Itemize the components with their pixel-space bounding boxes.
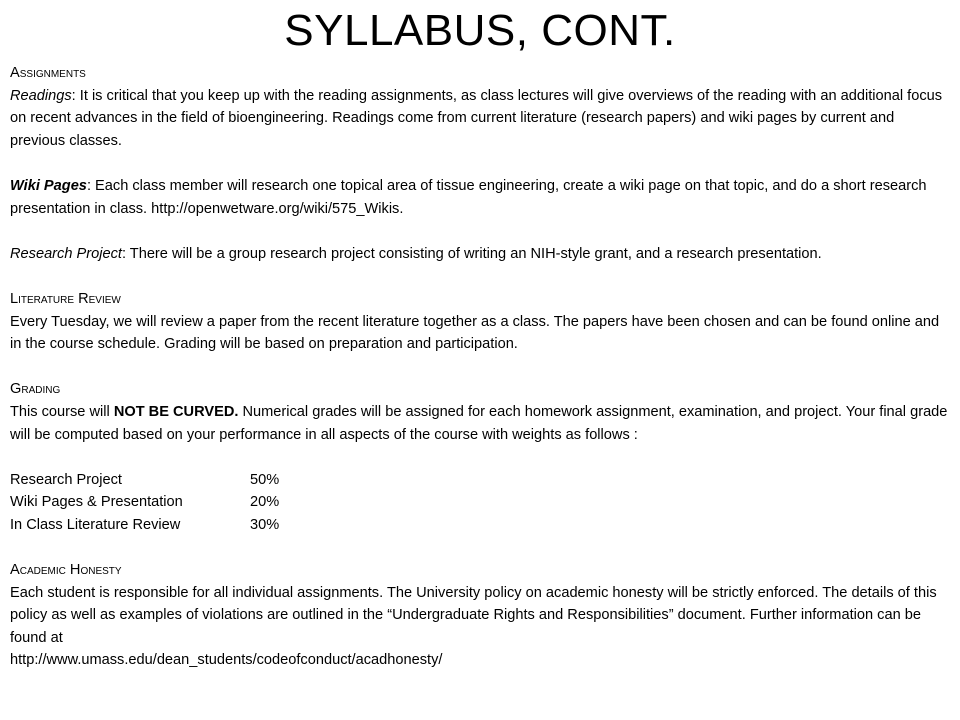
grading-emphasis: NOT BE CURVED.: [113, 403, 239, 420]
weight-name: Wiki Pages & Presentation: [10, 494, 183, 511]
grading-text-after: Numerical grades will be assigned for each homework assignment, examination, and project. Your final grade will be computed based on your performance in all aspects of the course with weights as follows :: [10, 403, 948, 443]
spacer: [10, 265, 950, 288]
literature-review-text: Every Tuesday, we will review a paper from the recent literature together as a class. The papers have been chosen and can be found online and in the course schedule. Grading will be based on preparation and participation.: [10, 313, 940, 353]
weight-percent: 20%: [250, 494, 280, 511]
wiki-paragraph: [10, 175, 950, 220]
spacer: [10, 446, 950, 469]
weight-row: [10, 469, 950, 492]
spacer: [10, 220, 950, 243]
readings-text: : It is critical that you keep up with the reading assignments, as class lectures will give overviews of the reading with an additional focus on recent advances in the field of bioengineering. Readings come from current literature (research papers) and wiki pages by current and previous classes.: [10, 87, 943, 149]
project-paragraph: [10, 243, 950, 266]
weight-row: [10, 491, 950, 514]
grading-text-before: This course will: [10, 403, 114, 420]
weight-row: [10, 514, 950, 537]
grading-paragraph: [10, 401, 950, 446]
weight-name: Research Project: [10, 471, 122, 488]
wiki-text: : Each class member will research one topical area of tissue engineering, create a wiki page on that topic, and do a short research presentation in class. http://openwetware.org/wiki/575_Wikis.: [10, 177, 927, 217]
readings-paragraph: [10, 85, 950, 153]
spacer: [10, 536, 950, 559]
literature-review-heading: Literature Review: [10, 290, 121, 307]
project-label: Research Project: [10, 245, 122, 262]
spacer: [10, 356, 950, 379]
weight-percent: 50%: [250, 471, 280, 488]
spacer: [10, 152, 950, 175]
weight-percent: 30%: [250, 516, 280, 533]
slide-body: [10, 62, 950, 672]
academic-honesty-heading: Academic Honesty: [10, 562, 122, 579]
readings-label: Readings: [10, 87, 72, 104]
page-title: SYLLABUS, CONT.: [284, 6, 676, 55]
wiki-label: Wiki Pages: [10, 177, 87, 194]
project-text: : There will be a group research project consisting of writing an NIH-style grant, and a research presentation.: [121, 245, 822, 262]
academic-honesty-link: http://www.umass.edu/dean_students/codeofconduct/acadhonesty/: [10, 652, 443, 669]
academic-honesty-text: Each student is responsible for all individual assignments. The University policy on academic honesty will be strictly enforced. The details of this policy as well as examples of violations are outlined in the “Undergraduate Rights and Responsibilities” document. Further information can be found at: [10, 584, 937, 646]
assignments-heading: Assignments: [10, 65, 86, 81]
weight-name: In Class Literature Review: [10, 516, 181, 533]
grading-heading: Grading: [10, 381, 61, 398]
